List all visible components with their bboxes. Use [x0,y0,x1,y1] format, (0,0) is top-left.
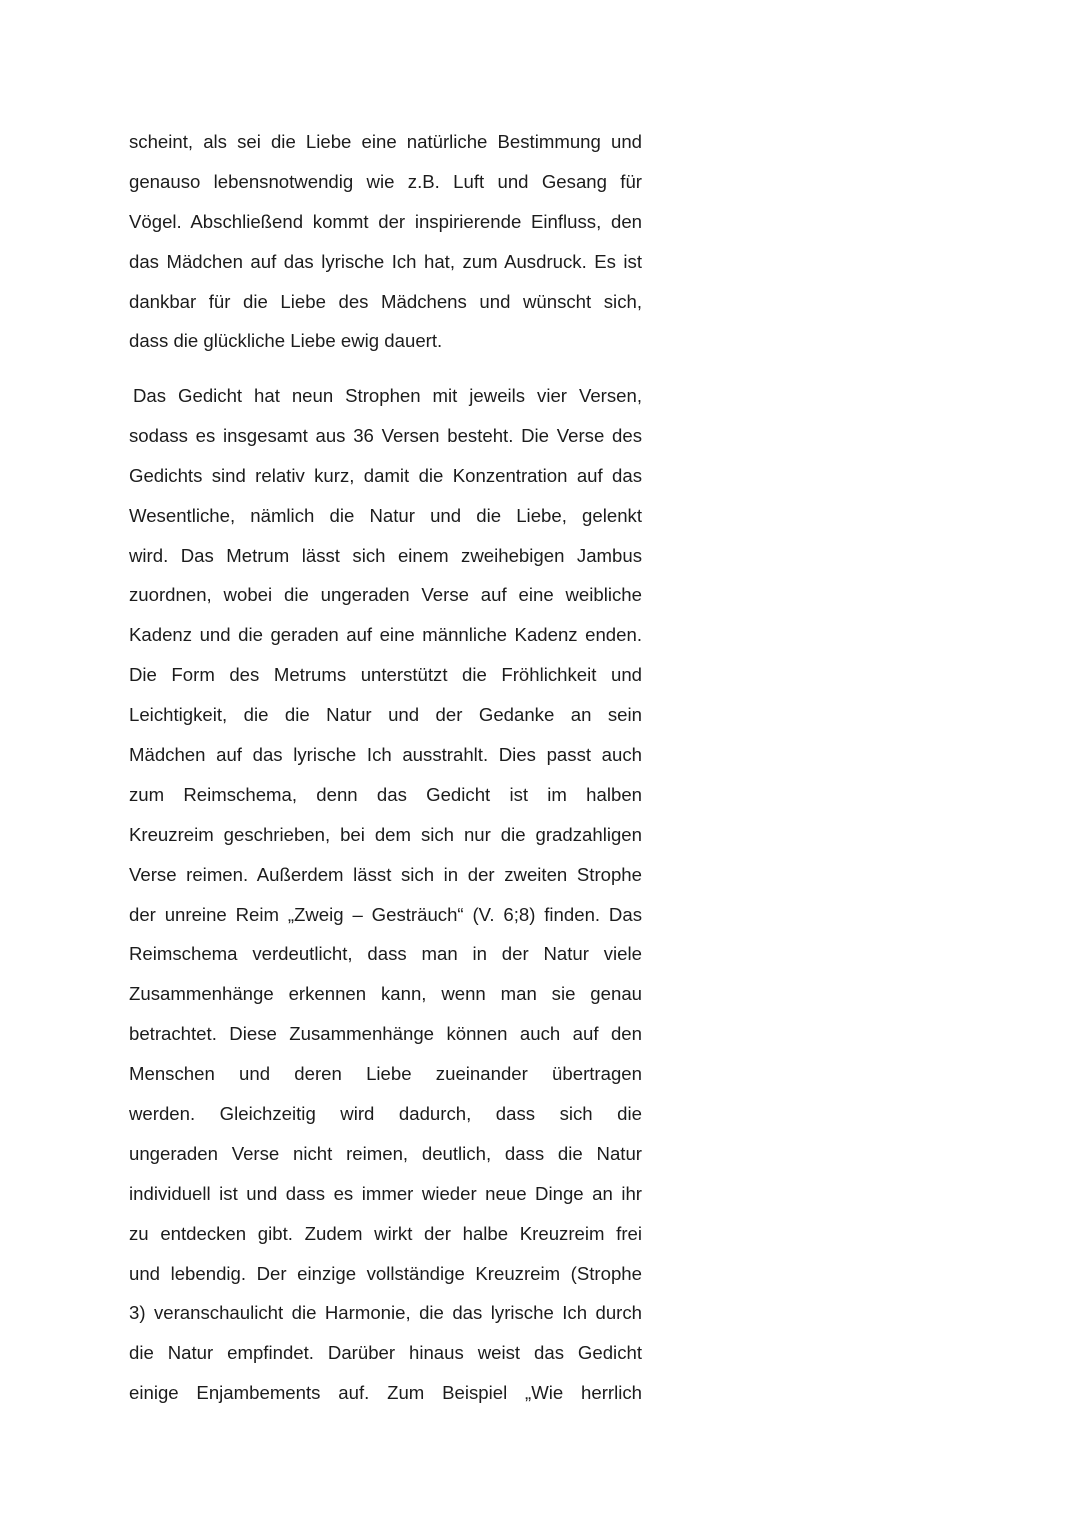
text-line: werden. Gleichzeitig wird dadurch, dass sich die [129,1103,642,1125]
text-line: Gedichts sind relativ kurz, damit die Konzentration auf das [129,464,642,486]
text-line: ungeraden Verse nicht reimen, deutlich, dass die Natur [129,1142,642,1164]
text-line: wird. Das Metrum lässt sich einem zweihebigen Jambus [129,544,642,566]
text-line: sodass es insgesamt aus 36 Versen besteht. Die Verse des [129,424,642,446]
text-line: zu entdecken gibt. Zudem wirkt der halbe Kreuzreim frei [129,1222,642,1244]
text-line: Kreuzreim geschrieben, bei dem sich nur die gradzahligen [129,823,642,845]
text-line: Reimschema verdeutlicht, dass man in der Natur viele [129,943,642,965]
text-line: Kadenz und die geraden auf eine männliche Kadenz enden. [129,624,642,646]
text-line: dankbar für die Liebe des Mädchens und wünscht sich, [129,290,642,312]
text-line: Die Form des Metrums unterstützt die Fröhlichkeit und [129,664,642,686]
text-line: Das Gedicht hat neun Strophen mit jeweils vier Versen, [133,385,642,406]
text-line: 3) veranschaulicht die Harmonie, die das lyrische Ich durch [129,1302,642,1324]
paragraph-love-destiny [129,124,642,363]
text-line: Wesentliche, nämlich die Natur und die Liebe, gelenkt [129,504,642,526]
text-line: scheint, als sei die Liebe eine natürliche Bestimmung und [129,131,642,152]
text-line: und lebendig. Der einzige vollständige Kreuzreim (Strophe [129,1262,642,1284]
text-line: einige Enjambements auf. Zum Beispiel „Wie herrlich [129,1382,642,1404]
text-line: Vögel. Abschließend kommt der inspirierende Einfluss, den [129,210,642,232]
text-line: der unreine Reim „Zweig – Gesträuch“ (V. 6;8) finden. Das [129,903,642,925]
text-line: Zusammenhänge erkennen kann, wenn man sie genau [129,983,642,1005]
text-line: genauso lebensnotwendig wie z.B. Luft und Gesang für [129,170,642,192]
text-line: Menschen und deren Liebe zueinander übertragen [129,1063,642,1085]
text-line: dass die glückliche Liebe ewig dauert. [129,330,443,352]
text-line: Leichtigkeit, die die Natur und der Gedanke an sein [129,704,642,726]
text-line: Mädchen auf das lyrische Ich ausstrahlt. Dies passt auch [129,744,642,766]
text-line: die Natur empfindet. Darüber hinaus weist das Gedicht [129,1342,642,1364]
paragraph-form-analysis [129,378,642,1415]
text-line: Verse reimen. Außerdem lässt sich in der zweiten Strophe [129,863,642,885]
text-line: betrachtet. Diese Zusammenhänge können auch auf den [129,1023,642,1045]
text-line: zum Reimschema, denn das Gedicht ist im halben [129,783,642,805]
text-line: das Mädchen auf das lyrische Ich hat, zum Ausdruck. Es ist [129,250,642,272]
text-line: individuell ist und dass es immer wieder neue Dinge an ihr [129,1182,642,1204]
text-line: zuordnen, wobei die ungeraden Verse auf eine weibliche [129,584,642,606]
